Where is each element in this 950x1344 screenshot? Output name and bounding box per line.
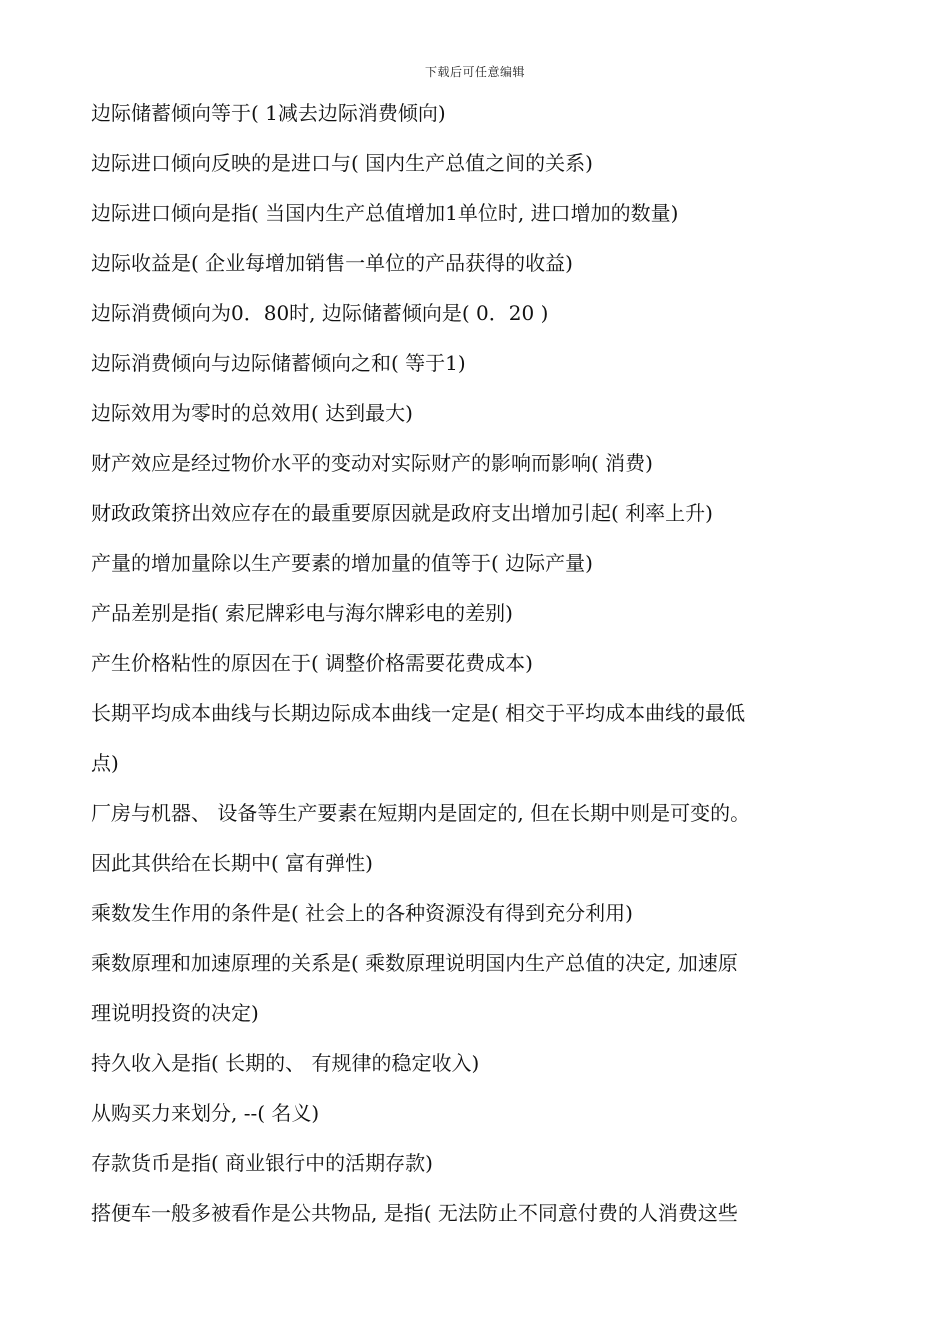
text-line: 边际消费倾向与边际储蓄倾向之和( 等于1) xyxy=(91,351,466,375)
text-line: 边际消费倾向为0．80时, 边际储蓄倾向是( 0．20 ) xyxy=(91,301,549,325)
text-line: 存款货币是指( 商业银行中的活期存款) xyxy=(91,1151,433,1175)
text-line: 边际储蓄倾向等于( 1减去边际消费倾向) xyxy=(91,101,446,125)
text-line: 从购买力来划分, --( 名义) xyxy=(91,1101,320,1125)
text-line: 边际进口倾向是指( 当国内生产总值增加1单位时, 进口增加的数量) xyxy=(91,201,679,225)
text-line: 搭便车一般多被看作是公共物品, 是指( 无法防止不同意付费的人消费这些 xyxy=(91,1201,738,1225)
page-header: 下载后可任意编辑 xyxy=(424,65,525,79)
text-line: 财产效应是经过物价水平的变动对实际财产的影响而影响( 消费) xyxy=(91,451,653,475)
text-line: 乘数原理和加速原理的关系是( 乘数原理说明国内生产总值的决定, 加速原 xyxy=(91,951,738,975)
text-line: 长期平均成本曲线与长期边际成本曲线一定是( 相交于平均成本曲线的最低 xyxy=(91,701,746,725)
text-line: 财政政策挤出效应存在的最重要原因就是政府支出增加引起( 利率上升) xyxy=(91,501,713,525)
text-line: 理说明投资的决定) xyxy=(91,1001,259,1025)
text-line: 产生价格粘性的原因在于( 调整价格需要花费成本) xyxy=(91,651,533,675)
text-line: 持久收入是指( 长期的、 有规律的稳定收入) xyxy=(91,1051,480,1075)
text-line: 边际收益是( 企业每增加销售一单位的产品获得的收益) xyxy=(91,251,573,275)
text-line: 产品差别是指( 索尼牌彩电与海尔牌彩电的差别) xyxy=(91,601,513,625)
text-line: 因此其供给在长期中( 富有弹性) xyxy=(91,851,373,875)
document-body xyxy=(91,88,881,1238)
text-line: 乘数发生作用的条件是( 社会上的各种资源没有得到充分利用) xyxy=(91,901,633,925)
text-line: 点) xyxy=(91,751,119,775)
text-line: 厂房与机器、 设备等生产要素在短期内是固定的, 但在长期中则是可变的。 xyxy=(91,801,751,825)
text-line: 边际进口倾向反映的是进口与( 国内生产总值之间的关系) xyxy=(91,151,593,175)
text-line: 产量的增加量除以生产要素的增加量的值等于( 边际产量) xyxy=(91,551,593,575)
text-line: 边际效用为零时的总效用( 达到最大) xyxy=(91,401,413,425)
